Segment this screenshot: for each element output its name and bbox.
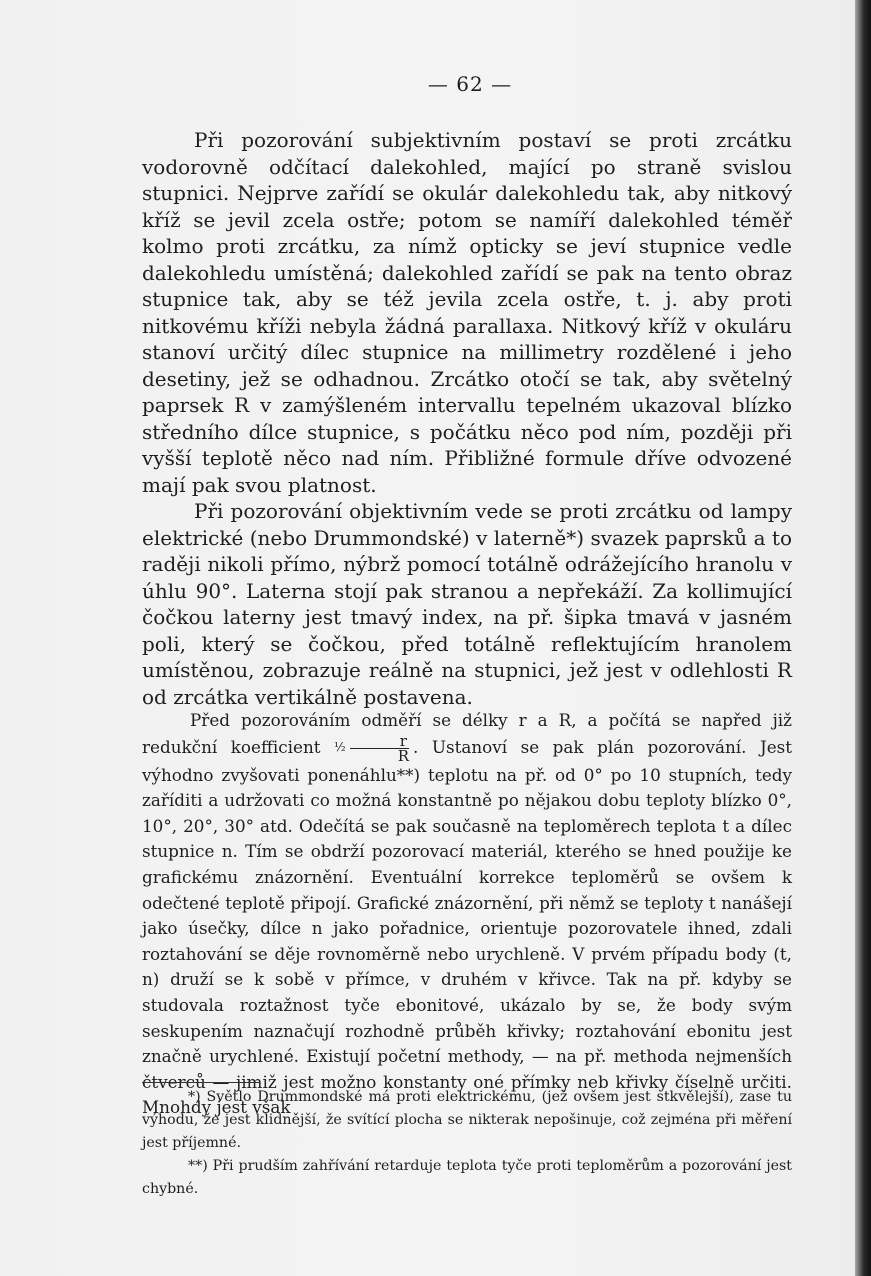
footnotes (142, 1086, 792, 1201)
paragraph-measurement-plan (142, 708, 792, 1121)
paragraph-text-after-fraction: . Ustanoví se pak plán pozorování. Jest výhodno zvyšovati ponenáhlu**) teplotu na př. od 0° po 10 stupních, tedy zaříditi a udržovati co možná konstantně po nějakou dobu teploty blízko 0°, 10°, 20°, 30° atd. Odečítá se pak současně na teploměrech teplota t a dílec stupnice n. Tím se obdrží pozorovací materiál, kterého se hned použije ke grafickému znázornění. Eventuální korrekce teploměrů se ovšem k odečtené teplotě připojí. Grafické znázornění, při němž se teploty t nanášejí jako úsečky, dílce n jako pořadnice, orientuje pozorovatele ihned, zdali roztahování se děje rovnoměrně nebo urychleně. V prvém případu body (t, n) druží se k sobě v přímce, v druhém v křivce. Tak na př. kdyby se studovala roztažnost tyče ebonitové, ukázalo by se, že body svým seskupením naznačují rozhodně průběh křivky; roztahování ebonitu jest značně urychlené. Existují početní methody, — na př. methoda nejmenších čtverců — jimiž jest možno konstanty oné přímky neb křivky číselně určiti. Mnohdy jest však (142, 736, 793, 1118)
small-print-section (142, 708, 792, 1121)
paragraph-text-before-fraction: Před pozorováním odměří se délky r a R, a počítá se napřed již redukční koefficient (142, 710, 792, 757)
fraction-numerator: r (350, 734, 409, 749)
paragraph-subjective-observation: Při pozorování subjektivním postaví se proti zrcátku vodorovně odčítací dalekohled, mající po straně svislou stupnici. Nejprve zařídí se okulár dalekohledu tak, aby nitkový kříž se jevil zcela ostře; potom se namíří dalekohled téměř kolmo proti zrcátku, za nímž opticky se jeví stupnice vedle dalekohledu umístěná; dalekohled zařídí se pak na tento obraz stupnice tak, aby se též jevila zcela ostře, t. j. aby proti nitkovému kříži nebyla žádná parallaxa. Nitkový kříž v okuláru stanoví určitý dílec stupnice na millimetry rozdělené i jeho desetiny, jež se odhadnou. Zrcátko otočí se tak, aby světelný paprsek R v zamýšleném intervallu tepelném ukazoval blízko středního dílce stupnice, s počátku něco pod ním, později při vyšší teplotě něco nad ním. Přibližné formule dříve odvozené mají pak svou platnost. (142, 128, 792, 497)
reduction-coefficient-fraction (350, 731, 409, 765)
page-number: — 62 — (427, 72, 513, 96)
footnote-drummond-light: *) Světlo Drummondské má proti elektrickému, (jež ovšem jest stkvělejší), zase tu výhodu, že jest klidnější, že svítící plocha se nikterak nepošinuje, což zejména při měření jest příjemné. (142, 1089, 792, 1151)
fraction-denominator: R (397, 746, 409, 765)
footnote-heating: **) Při prudším zahřívání retarduje teplota tyče proti teploměrům a pozorování jest chybné. (142, 1158, 792, 1197)
main-text-section (142, 127, 792, 710)
fraction-half: ½ (334, 739, 346, 754)
paragraph-objective-observation: Při pozorování objektivním vede se proti zrcátku od lampy elektrické (nebo Drummondské) v laterně*) svazek paprsků a to raději nikoli přímo, nýbrž pomocí totálně odrážejícího hranolu v úhlu 90°. Laterna stojí pak stranou a nepřekáží. Za kollimující čočkou laterny jest tmavý index, na př. šipka tmavá v jasném poli, který se čočkou, před totálně reflektujícím hranolem umístěnou, zobrazuje reálně na stupnici, jež jest v odlehlosti R od zrcátka vertikálně postavena. (142, 499, 792, 709)
page-edge-shadow (855, 0, 871, 1276)
footnote-divider (142, 1082, 260, 1083)
